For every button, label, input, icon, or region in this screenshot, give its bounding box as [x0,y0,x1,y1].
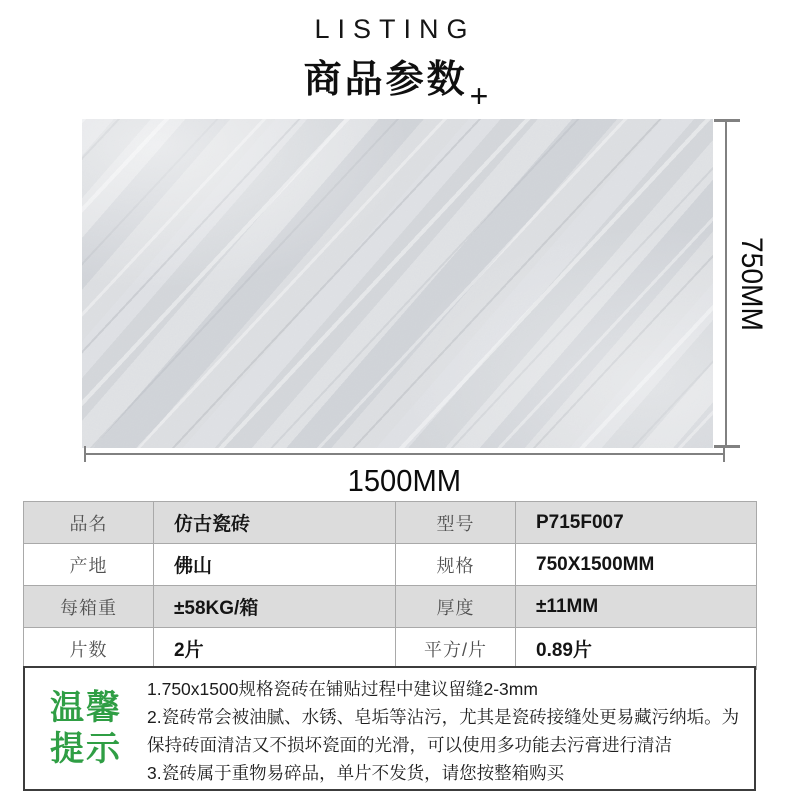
spec-label-pieces: 片数 [24,628,154,670]
listing-eyebrow: LISTING [314,14,476,44]
spec-value-model: P715F007 [516,502,757,544]
tip-item-3: 3.瓷砖属于重物易碎品，单片不发货，请您按整箱购买 [147,763,565,783]
height-dimension-line [725,120,727,447]
spec-value-size: 750X1500MM [516,544,757,586]
tips-heading-line2: 提示 [50,729,122,768]
tips-heading-line1: 温馨 [50,688,122,727]
plus-icon: + [469,78,489,114]
spec-value-thickness: ±11MM [516,586,757,628]
tip-item-2: 2.瓷砖常会被油腻、水锈、皂垢等沾污，尤其是瓷砖接缝处更易藏污纳垢。为保持砖面清洁又不损坏瓷面的光滑，可以使用多功能去污膏进行清洁 [147,707,740,755]
spec-label-thickness: 厚度 [396,586,516,628]
spec-row-4 [24,628,757,670]
width-dimension-right-cap [723,446,725,462]
marble-grain-texture [82,119,713,448]
spec-label-name: 品名 [24,502,154,544]
width-dimension [82,446,726,498]
tips-heading [25,668,147,789]
spec-value-origin: 佛山 [154,544,396,586]
spec-label-sqm-per-piece: 平方/片 [396,628,516,670]
spec-value-sqm-per-piece: 0.89片 [516,628,757,670]
tip-item-1: 1.750x1500规格瓷砖在铺贴过程中建议留缝2-3mm [147,679,538,699]
spec-value-box-weight: ±58KG/箱 [154,586,396,628]
section-title: 商品参数 [303,59,468,101]
section-header [0,14,790,114]
spec-label-model: 型号 [396,502,516,544]
tile-preview-image [82,119,713,448]
height-dimension-top-cap [714,119,740,122]
spec-label-size: 规格 [396,544,516,586]
height-dimension-label: 750MM [735,236,768,331]
spec-label-origin: 产地 [24,544,154,586]
tips-content [147,668,754,789]
width-dimension-left-cap [84,446,86,462]
spec-label-box-weight: 每箱重 [24,586,154,628]
width-dimension-line [84,453,725,455]
spec-table [23,501,757,670]
spec-value-pieces: 2片 [154,628,396,670]
width-dimension-label: 1500MM [347,463,461,498]
tips-box [23,666,756,791]
spec-value-name: 仿古瓷砖 [154,502,396,544]
spec-row-1 [24,502,757,544]
section-title-line [0,48,790,114]
spec-row-2 [24,544,757,586]
spec-row-3 [24,586,757,628]
height-dimension [714,119,778,448]
